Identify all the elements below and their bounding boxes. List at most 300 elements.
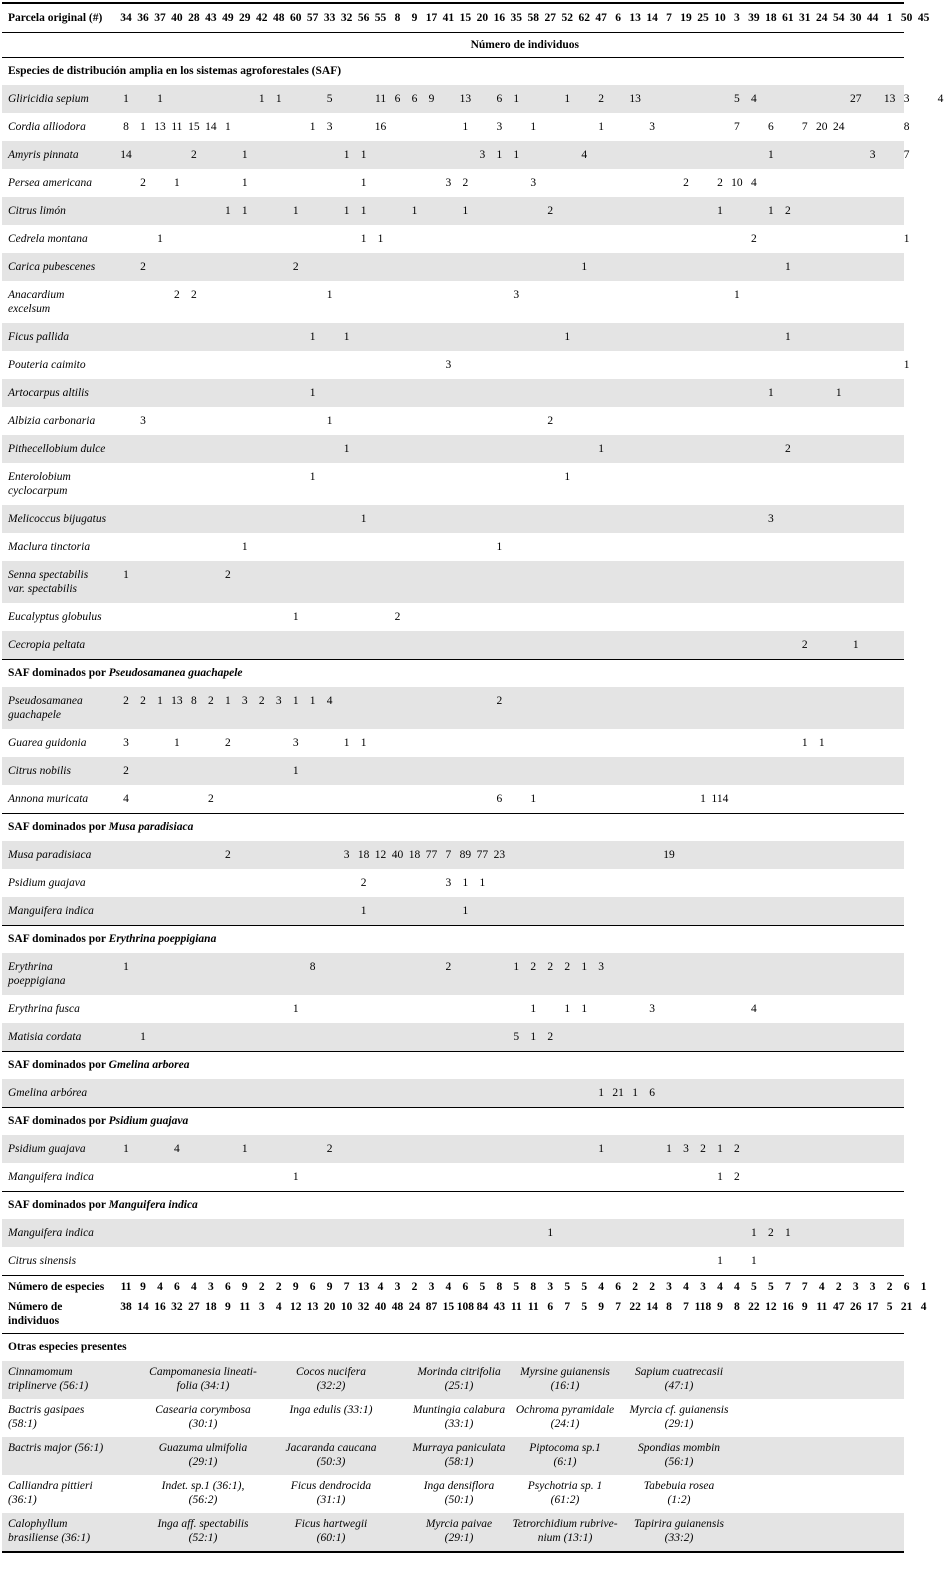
section-heading [8,64,341,78]
abundance-cell: 1 [462,877,469,889]
other-species-entry: Guazuma ulmifolia [158,1442,248,1454]
individuals-count-cell: 11 [527,1301,539,1313]
other-species-entry: (61:2) [550,1494,580,1506]
abundance-cell: 11 [171,121,183,133]
abundance-cell: 1 [343,737,350,749]
parcel-number: 18 [765,12,777,24]
species-name: Eucalyptus globulus [8,611,102,623]
species-count-cell: 3 [852,1281,859,1293]
species-count-cell: 6 [174,1281,180,1293]
abundance-cell: 40 [391,849,404,861]
parcel-number: 41 [442,12,455,24]
species-count-cell: 3 [394,1281,401,1293]
row-shading [2,1079,904,1107]
abundance-cell: 1 [377,233,384,245]
abundance-cell: 2 [462,177,469,189]
other-species-entry: Cocos nucifera [296,1366,366,1378]
abundance-cell: 2 [326,1143,333,1155]
individuals-count-cell: 14 [646,1301,658,1313]
species-count-cell: 9 [292,1281,299,1293]
other-species-entry: Muntingia calabura [412,1404,506,1416]
species-name: cyclocarpum [8,485,68,497]
abundance-cell: 2 [191,289,197,301]
other-species-entry: (1:2) [667,1494,691,1506]
abundance-cell: 1 [123,1143,129,1155]
individuals-count-cell: 12 [765,1301,777,1313]
subheader-individuals: Número de individuos [470,39,579,51]
abundance-cell: 3 [445,359,452,371]
parcel-number: 15 [459,12,472,24]
individuals-count-cell: 14 [137,1301,149,1313]
section-rule [2,659,904,660]
other-species-entry: Jacaranda caucana [285,1442,377,1454]
parcel-number: 57 [306,12,319,24]
species-count-cell: 6 [462,1281,469,1293]
species-name: Cecropia peltata [8,639,86,651]
abundance-cell: 1 [292,611,299,623]
species-name: var. spectabilis [8,583,77,595]
abundance-cell: 1 [767,149,774,161]
section-rule [2,813,904,814]
individuals-count-cell: 20 [323,1301,336,1313]
parcel-number: 54 [832,12,845,24]
parcel-number: 24 [816,12,828,24]
other-species-entry: Inga densiflora [423,1480,495,1492]
section-rule [2,1051,904,1052]
abundance-cell: 1 [513,149,520,161]
row-shading [2,757,904,785]
abundance-cell: 3 [530,177,537,189]
abundance-cell: 3 [496,121,503,133]
species-name: Citrus nobilis [8,765,71,777]
species-name: Psidium guajava [8,877,86,889]
abundance-cell: 5 [326,93,333,105]
abundance-cell: 1 [360,513,367,525]
individuals-count-cell: 43 [493,1301,506,1313]
other-species-entry: Campomanesia lineati- [149,1366,257,1378]
abundance-cell: 1 [530,1031,537,1043]
parcel-number: 31 [799,12,811,24]
other-species-entry: Indet. sp.1 (36:1), [161,1480,245,1492]
parcel-number: 45 [917,12,930,24]
abundance-cell: 1 [326,415,333,427]
species-name: Pithecellobium dulce [8,443,106,455]
abundance-cell: 13 [154,121,166,133]
abundance-cell: 1 [547,1227,554,1239]
abundance-cell: 2 [123,765,129,777]
abundance-cell: 1 [360,205,367,217]
abundance-cell: 1 [767,205,774,217]
section-heading [8,1198,198,1212]
other-species-entry: (29:1) [444,1532,474,1544]
abundance-cell: 1 [564,331,571,343]
abundance-cell: 6 [496,93,503,105]
species-name: Gmelina arbórea [8,1087,88,1099]
abundance-cell: 3 [869,149,876,161]
abundance-cell: 2 [734,1171,740,1183]
abundance-cell: 1 [241,541,248,553]
abundance-cell: 3 [343,849,350,861]
abundance-cell: 2 [140,695,146,707]
species-name: Guarea guidonia [8,737,87,749]
abundance-cell: 2 [547,1031,554,1043]
abundance-cell: 1 [564,93,571,105]
species-count-cell: 9 [326,1281,333,1293]
abundance-cell: 1 [734,289,740,301]
abundance-cell: 1 [751,1227,757,1239]
abundance-cell: 1 [818,737,825,749]
other-species-entry: Cinnamomum [8,1366,73,1378]
abundance-cell: 6 [394,93,401,105]
abundance-cell: 2 [224,849,231,861]
species-count-cell: 2 [886,1281,893,1293]
abundance-cell: 1 [598,443,605,455]
abundance-cell: 14 [120,149,132,161]
species-count-cell: 3 [428,1281,435,1293]
abundance-cell: 23 [493,849,506,861]
other-species-entry: Sapium cuatrecasii [634,1366,724,1378]
abundance-cell: 24 [832,121,845,133]
other-species-entry: (24:1) [550,1418,580,1430]
abundance-cell: 1 [157,695,163,707]
abundance-cell: 13 [629,93,641,105]
section-rule [2,1107,904,1108]
species-count-cell: 5 [479,1281,486,1293]
other-species-entry: (47:1) [664,1380,694,1392]
species-count-cell: 1 [920,1281,927,1293]
species-count-cell: 5 [751,1281,757,1293]
species-name: Psidium guajava [8,1143,86,1155]
abundance-cell: 1 [140,121,146,133]
abundance-cell: 1 [360,233,367,245]
abundance-cell: 1 [241,205,248,217]
species-count-cell: 5 [581,1281,588,1293]
section-heading-text: SAF dominados por [8,821,109,833]
section-heading-taxon: Pseudosamanea guachapele [108,667,243,679]
species-name: Albizia carbonaria [8,415,96,427]
species-count-cell: 5 [767,1281,774,1293]
other-species-entry: Inga aff. spectabilis [157,1518,249,1530]
abundance-cell: 1 [360,905,367,917]
abundance-cell: 3 [649,121,655,133]
other-species-entry: (52:1) [188,1532,218,1544]
individuals-count-cell: 6 [547,1301,554,1313]
abundance-cell: 4 [326,695,333,707]
parcel-number: 49 [222,12,234,24]
other-species-entry: nium (13:1) [537,1532,593,1544]
abundance-cell: 2 [394,611,401,623]
abundance-cell: 1 [462,205,469,217]
abundance-cell: 77 [476,849,489,861]
totals-rule [2,1275,904,1276]
individuals-count-cell: 7 [564,1301,571,1313]
individuals-count-cell: 9 [717,1301,723,1313]
individuals-count-cell: 3 [258,1301,265,1313]
individuals-count-cell: 11 [239,1301,251,1313]
abundance-cell: 1 [903,233,910,245]
other-species-entry: Ficus hartwegii [294,1518,368,1530]
abundance-cell: 1 [157,233,163,245]
individuals-count-cell: 21 [900,1301,913,1313]
other-species-entry: (25:1) [444,1380,474,1392]
abundance-cell: 8 [191,695,197,707]
individuals-count-cell: 5 [886,1301,893,1313]
species-name: Manguifera indica [8,905,94,917]
individuals-count-cell: 22 [748,1301,760,1313]
individuals-count-cell: 11 [816,1301,828,1313]
other-species-entry: Calophyllum [8,1518,68,1530]
abundance-cell: 5 [513,1031,520,1043]
abundance-cell: 1 [309,387,316,399]
other-species-entry: Bactris major (56:1) [8,1442,104,1454]
species-count-label: Número de especies [8,1281,105,1293]
individuals-count-cell: 13 [306,1301,319,1313]
abundance-cell: 1 [411,205,418,217]
individuals-count-cell: 26 [849,1301,862,1313]
individuals-count-label: individuos [8,1315,60,1327]
individuals-count-cell: 17 [866,1301,879,1313]
parcel-number: 20 [476,12,489,24]
abundance-cell: 1 [513,961,520,973]
abundance-cell: 3 [292,737,299,749]
abundance-cell: 8 [123,121,129,133]
abundance-cell: 1 [598,1087,605,1099]
individuals-count-cell: 9 [801,1301,808,1313]
abundance-cell: 7 [445,849,452,861]
species-name: Pseudosamanea [8,695,83,707]
section-heading-text: SAF dominados por [8,1115,109,1127]
parcel-header-label: Parcela original (#) [8,12,103,24]
species-name: Enterolobium [8,471,71,483]
section-rule [2,1333,904,1334]
header-rule [2,32,904,33]
individuals-count-label: Número de [8,1301,63,1313]
abundance-cell: 3 [123,737,129,749]
parcel-number: 48 [272,12,285,24]
species-count-cell: 6 [903,1281,910,1293]
parcel-number: 60 [289,12,302,24]
abundance-cell: 3 [649,1003,655,1015]
parcel-number: 56 [357,12,370,24]
abundance-cell: 7 [801,121,808,133]
individuals-count-cell: 5 [581,1301,588,1313]
abundance-cell: 1 [241,1143,248,1155]
abundance-cell: 19 [663,849,675,861]
abundance-cell: 1 [343,205,350,217]
abundance-cell: 16 [374,121,387,133]
abundance-cell: 13 [459,93,472,105]
species-name: Erythrina fusca [8,1003,80,1015]
species-count-cell: 6 [224,1281,231,1293]
abundance-cell: 1 [157,93,163,105]
species-count-cell: 5 [564,1281,571,1293]
abundance-cell: 1 [564,1003,571,1015]
abundance-cell: 3 [767,513,774,525]
abundance-cell: 5 [734,93,740,105]
abundance-cell: 2 [224,569,231,581]
species-count-cell: 3 [207,1281,214,1293]
abundance-cell: 4 [174,1143,180,1155]
other-species-entry: Myrcia cf. guianensis [629,1404,729,1416]
abundance-cell: 1 [700,793,706,805]
other-species-entry: (33:1) [444,1418,474,1430]
section-heading-text: SAF dominados por [8,667,109,679]
other-species-entry: (33:2) [664,1532,694,1544]
abundance-cell: 4 [751,177,757,189]
parcel-number: 39 [748,12,760,24]
abundance-cell: 3 [140,415,146,427]
abundance-cell: 2 [207,793,214,805]
abundance-cell: 6 [496,793,503,805]
abundance-cell: 1 [140,1031,146,1043]
abundance-cell: 2 [801,639,808,651]
species-name: excelsum [8,303,51,315]
species-count-cell: 9 [140,1281,146,1293]
section-heading [8,666,243,680]
abundance-cell: 1 [360,149,367,161]
other-species-entry: folia (34:1) [176,1380,230,1392]
individuals-count-cell: 4 [275,1301,282,1313]
abundance-cell: 2 [751,233,757,245]
parcel-number: 34 [120,12,132,24]
species-count-cell: 4 [191,1281,197,1293]
species-count-cell: 4 [818,1281,825,1293]
abundance-cell: 89 [459,849,472,861]
species-count-cell: 3 [869,1281,876,1293]
abundance-cell: 3 [513,289,520,301]
abundance-cell: 1 [717,1255,723,1267]
parcel-number: 43 [205,12,217,24]
abundance-cell: 77 [425,849,438,861]
individuals-count-cell: 4 [920,1301,927,1313]
parcel-number: 7 [666,12,672,24]
abundance-cell: 1 [530,121,537,133]
section-heading [8,820,193,834]
abundance-cell: 12 [374,849,387,861]
abundance-cell: 2 [191,149,197,161]
other-species-entry: (32:2) [316,1380,346,1392]
species-count-cell: 7 [784,1281,791,1293]
abundance-cell: 3 [445,177,452,189]
abundance-cell: 1 [174,177,180,189]
other-species-entry: Ficus dendrocida [290,1480,372,1492]
section-heading [8,932,216,946]
abundance-cell: 2 [445,961,452,973]
other-species-entry: Ochroma pyramidale [515,1404,615,1416]
abundance-cell: 1 [224,121,231,133]
other-species-entry: Morinda citrifolia [417,1366,501,1378]
individuals-count-cell: 8 [734,1301,740,1313]
species-count-cell: 4 [445,1281,452,1293]
other-species-entry: (29:1) [664,1418,694,1430]
parcel-number: 35 [510,12,523,24]
abundance-cell: 1 [598,121,605,133]
abundance-cell: 1 [343,149,350,161]
abundance-cell: 1 [224,695,231,707]
abundance-cell: 2 [598,93,605,105]
abundance-cell: 2 [292,261,299,273]
abundance-cell: 3 [275,695,282,707]
abundance-cell: 1 [241,149,248,161]
abundance-cell: 1 [326,289,333,301]
parcel-number: 14 [646,12,658,24]
abundance-cell: 1 [309,121,316,133]
abundance-cell: 2 [784,205,791,217]
species-count-cell: 2 [258,1281,265,1293]
species-count-cell: 8 [530,1281,537,1293]
parcel-number: 29 [239,12,251,24]
abundance-cell: 1 [496,541,503,553]
abundance-cell: 2 [258,695,265,707]
parcel-number: 37 [154,12,166,24]
abundance-cell: 6 [767,121,774,133]
abundance-cell: 11 [375,93,387,105]
individuals-count-cell: 47 [832,1301,845,1313]
individuals-count-cell: 12 [289,1301,302,1313]
section-heading-taxon: Erythrina poeppigiana [108,933,217,945]
abundance-cell: 1 [123,569,129,581]
abundance-cell: 1 [292,1003,299,1015]
abundance-cell: 2 [547,415,554,427]
section-heading [8,1340,127,1354]
parcel-number: 6 [615,12,621,24]
abundance-cell: 1 [292,695,299,707]
other-species-entry: (31:1) [316,1494,346,1506]
other-species-entry: Casearia corymbosa [155,1404,251,1416]
abundance-cell: 6 [411,93,418,105]
section-heading-text: SAF dominados por [8,933,109,945]
individuals-count-cell: 9 [224,1301,231,1313]
abundance-cell: 3 [445,877,452,889]
individuals-count-cell: 8 [666,1301,672,1313]
section-rule [2,925,904,926]
abundance-cell: 13 [171,695,183,707]
species-name: Cedrela montana [8,233,88,245]
other-species-entry: (30:1) [188,1418,218,1430]
individuals-count-cell: 32 [357,1301,370,1313]
individuals-count-cell: 32 [171,1301,183,1313]
abundance-cell: 1 [632,1087,638,1099]
abundance-cell: 4 [937,93,944,105]
abundance-cell: 1 [258,93,265,105]
abundance-cell: 1 [174,737,180,749]
abundance-cell: 2 [224,737,231,749]
parcel-number: 55 [374,12,387,24]
abundance-cell: 1 [479,877,486,889]
row-shading [2,897,904,925]
section-heading-text: Otras especies presentes [8,1341,127,1353]
abundance-cell: 2 [564,961,571,973]
abundance-cell: 2 [207,695,214,707]
abundance-cell: 18 [408,849,421,861]
abundance-cell: 1 [462,905,469,917]
abundance-cell: 1 [530,793,537,805]
abundance-cell: 14 [205,121,217,133]
abundance-cell: 10 [731,177,743,189]
species-name: Citrus sinensis [8,1255,77,1267]
abundance-cell: 3 [598,961,605,973]
species-count-cell: 8 [496,1281,503,1293]
individuals-count-cell: 7 [683,1301,689,1313]
species-name: poeppigiana [8,975,66,987]
abundance-cell: 4 [123,793,129,805]
section-heading [8,1114,188,1128]
individuals-count-cell: 16 [154,1301,166,1313]
abundance-cell: 20 [816,121,828,133]
parcel-number: 9 [411,12,418,24]
parcel-number: 3 [734,12,740,24]
abundance-cell: 1 [292,205,299,217]
